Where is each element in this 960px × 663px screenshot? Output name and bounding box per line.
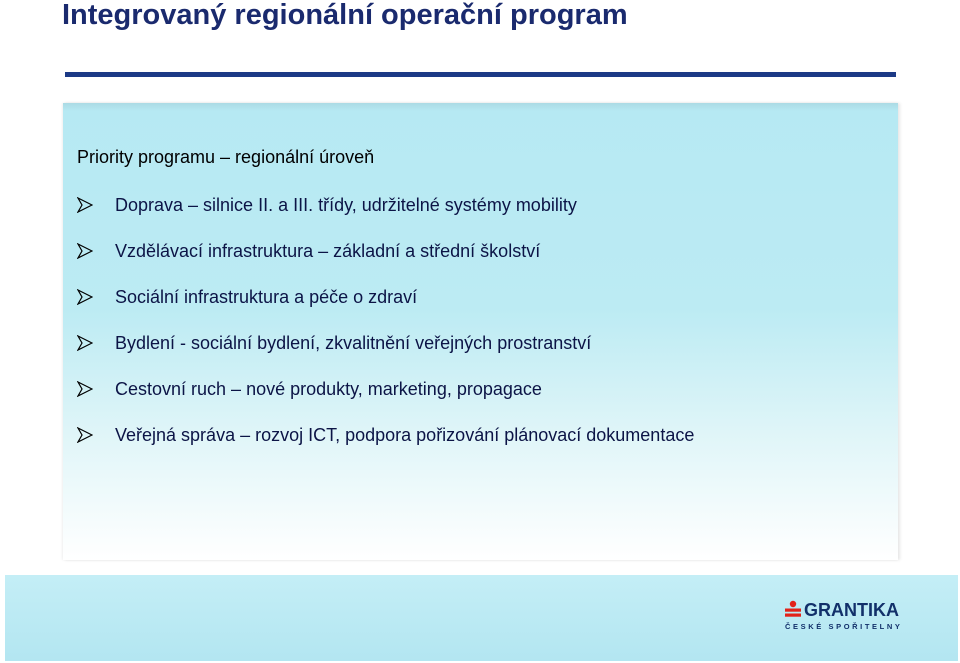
list-item-text: Doprava – silnice II. a III. třídy, udržitelné systémy mobility — [115, 195, 577, 215]
list-item-text: Sociální infrastruktura a péče o zdraví — [115, 287, 418, 307]
arrow-bullet-icon — [77, 289, 93, 305]
list-item-text: Veřejná správa – rozvoj ICT, podpora pořizování plánovací dokumentace — [115, 425, 695, 445]
list-item-text: Bydlení - sociální bydlení, zkvalitnění veřejných prostranství — [115, 333, 592, 353]
arrow-bullet-icon — [77, 197, 93, 213]
arrow-bullet-icon — [77, 381, 93, 397]
list-item — [77, 423, 877, 447]
title-underline — [65, 72, 896, 77]
slide-title: Integrovaný regionální operační program — [62, 0, 628, 31]
arrow-bullet-icon — [77, 243, 93, 259]
list-item-text: Cestovní ruch – nové produkty, marketing, propagace — [115, 379, 542, 399]
ceska-sporitelna-s-icon — [784, 600, 802, 620]
list-item — [77, 331, 877, 355]
arrow-bullet-icon — [77, 427, 93, 443]
list-item-text: Vzdělávací infrastruktura – základní a střední školství — [115, 241, 541, 261]
list-item — [77, 377, 877, 401]
logo-name: GRANTIKA — [804, 600, 899, 620]
list-item — [77, 193, 877, 217]
grantika-logo — [784, 600, 903, 634]
priorities-heading: Priority programu – regionální úroveň — [77, 147, 375, 167]
arrow-bullet-icon — [77, 335, 93, 351]
list-item — [77, 239, 877, 263]
panel-top-shade — [63, 103, 898, 111]
logo-subtitle: ČESKÉ SPOŘITELNY — [785, 622, 903, 631]
list-item — [77, 285, 877, 309]
